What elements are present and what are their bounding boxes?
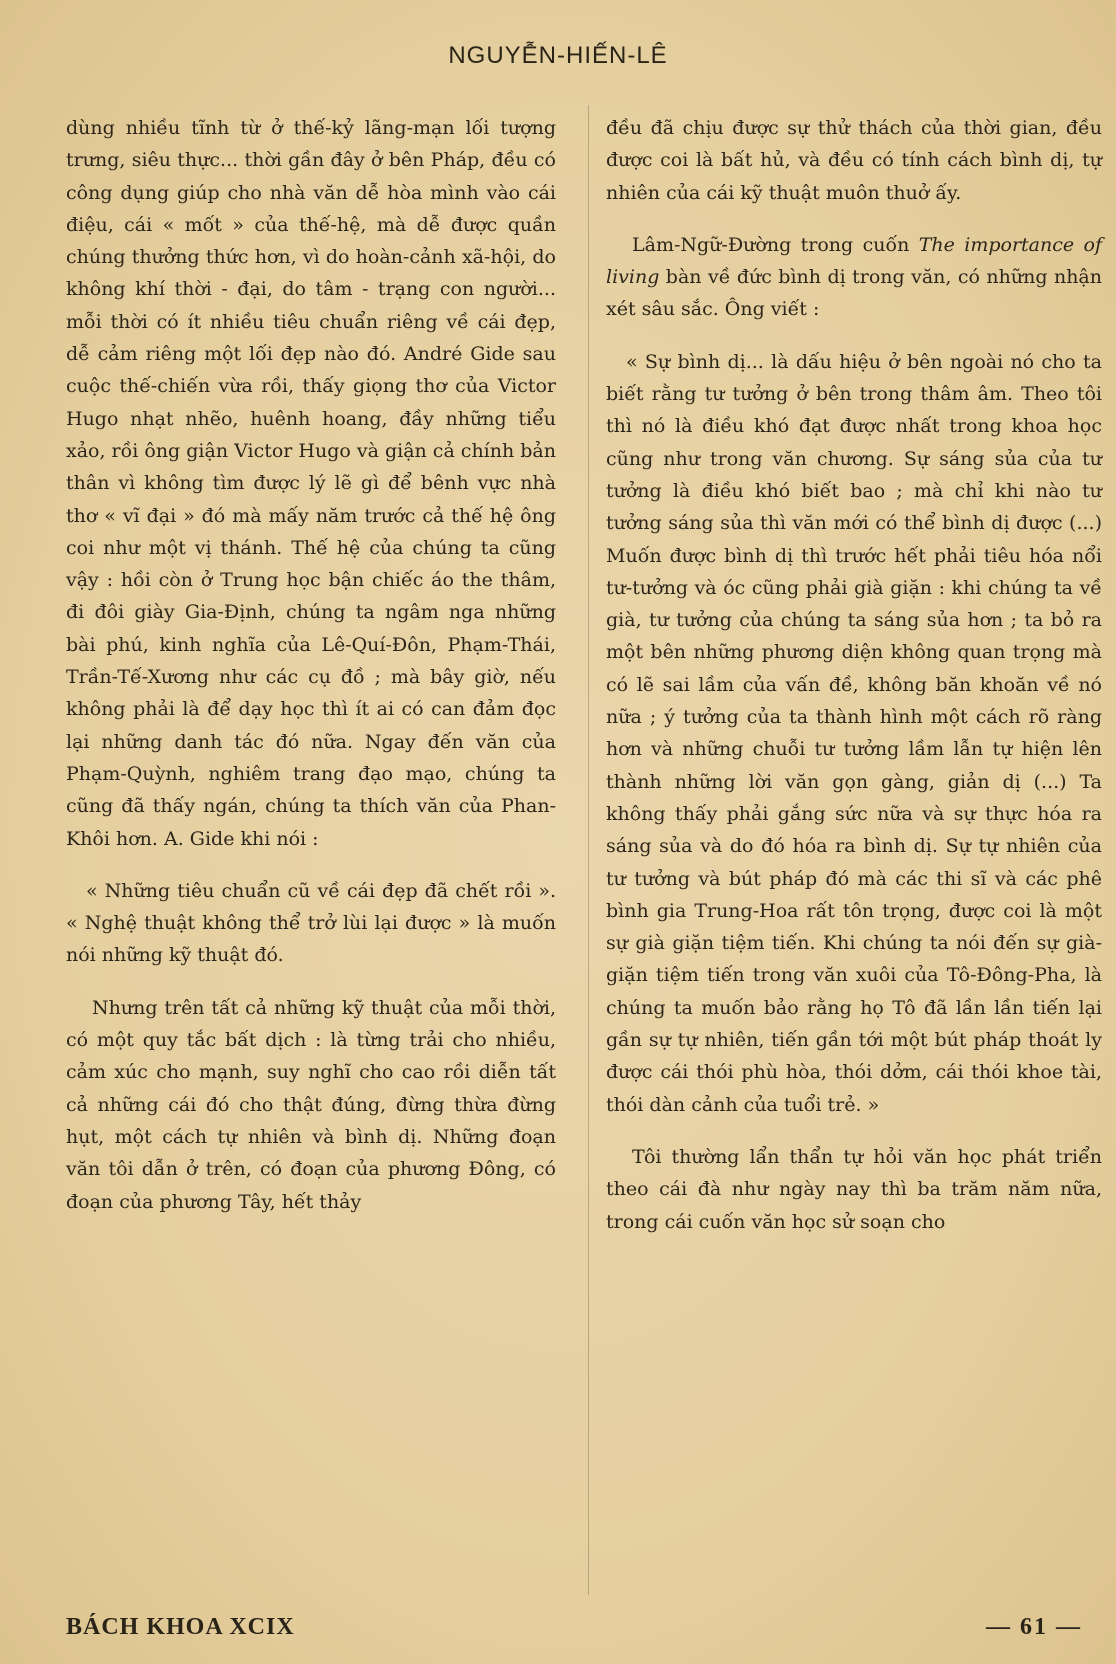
page-header: NGUYỄN-HIẾN-LÊ: [448, 42, 668, 69]
right-paragraph-1: đều đã chịu được sự thử thách của thời gian, đều được coi là bất hủ, và đều có tính cách bình dị, tự nhiên của cái kỹ thuật muôn thuở ấy.: [606, 117, 1102, 204]
publication-footer: BÁCH KHOA XCIX: [66, 1614, 295, 1640]
book-title: The importance of living: [606, 233, 1102, 289]
page-number: — 61 —: [986, 1614, 1082, 1640]
right-column: [606, 112, 1102, 1238]
right-paragraph-4: Tôi thường lẩn thẩn tự hỏi văn học phát triển theo cái đà như ngày nay thì ba trăm năm nữa, trong cái cuốn văn học sử soạn cho: [606, 1145, 1102, 1233]
left-quote-paragraph: « Những tiêu chuẩn cũ về cái đẹp đã chết rồi ». « Nghệ thuật không thể trở lùi lại được » là muốn nói những kỹ thuật đó.: [66, 879, 556, 967]
right-paragraph-2-suffix: bàn về đức bình dị trong văn, có những nhận xét sâu sắc. Ông viết :: [606, 266, 1102, 321]
left-column: [66, 112, 556, 1218]
column-divider: [588, 105, 589, 1595]
right-paragraph-2-prefix: Lâm-Ngữ-Đường trong cuốn: [632, 233, 919, 256]
right-paragraph-2: [606, 229, 1102, 326]
right-quote-paragraph: « Sự bình dị... là dấu hiệu ở bên ngoài nó cho ta biết rằng tư tưởng ở bên trong thâm âm. Theo tôi thì nó là điều khó đạt được nhất trong khoa học cũng như trong văn chương. Sự sáng sủa của tư tưởng là điều khó biết bao ; mà chỉ khi nào tư tưởng sáng sủa thì văn mới có thể bình dị được (...) Muốn được bình dị thì trước hết phải tiêu hóa nổi tư-tưởng và óc cũng phải già giặn : khi chúng ta về già, tư tưởng của chúng ta sáng sủa hơn ; ta bỏ ra một bên những phương diện không quan trọng mà có lẽ sai lầm của vấn đề, không băn khoăn về nó nữa ; ý tưởng của ta thành hình một cách rõ ràng hơn và những chuỗi tư tưởng lầm lẫn tự hiện lên thành những lời văn gọn gàng, giản dị (...) Ta không thấy phải gắng sức nữa và sự thực hóa ra sáng sủa và do đó hóa ra bình dị. Sự tự nhiên của tư tưởng và bút pháp đó mà các thi sĩ và các phê bình gia Trung-Hoa rất tôn trọng, được coi là một sự già giặn tiệm tiến. Khi chúng ta nói đến sự già-giặn tiệm tiến trong văn xuôi của Tô-Đông-Pha, là chúng ta muốn bảo rằng họ Tô đã lần lần tiến lại gần sự tự nhiên, tiến gần tới một bút pháp thoát ly được cái thói phù hòa, thói dởm, cái thói khoe tài, thói dàn cảnh của tuổi trẻ. »: [606, 350, 1102, 1116]
left-paragraph-3: Nhưng trên tất cả những kỹ thuật của mỗi thời, có một quy tắc bất dịch : là từng trải cho nhiều, cảm xúc cho mạnh, suy nghĩ cho cao rồi diễn tất cả những cái đó cho thật đúng, đừng thừa đừng hụt, một cách tự nhiên và bình dị. Những đoạn văn tôi dẫn ở trên, có đoạn của phương Đông, có đoạn của phương Tây, hết thảy: [66, 996, 556, 1213]
left-paragraph-1: dùng nhiều tĩnh từ ở thế-kỷ lãng-mạn lối tượng trưng, siêu thực... thời gần đây ở bên Pháp, đều có công dụng giúp cho nhà văn dễ hòa mình vào cái điệu, cái « mốt » của thế-hệ, mà dễ được quần chúng thưởng thức hơn, vì do hoàn-cảnh xã-hội, do không khí thời - đại, do tâm - trạng con người... mỗi thời có ít nhiều tiêu chuẩn riêng về cái đẹp, dễ cảm riêng một lối đẹp nào đó. André Gide sau cuộc thế-chiến vừa rồi, thấy giọng thơ của Victor Hugo nhạt nhẽo, huênh hoang, đầy những tiểu xảo, rồi ông giận Victor Hugo và giận cả chính bản thân vì không tìm được lý lẽ gì để bênh vực nhà thơ « vĩ đại » đó mà mấy năm trước cả thế hệ ông coi như một vị thánh. Thế hệ của chúng ta cũng vậy : hồi còn ở Trung học bận chiếc áo the thâm, đi đôi giày Gia-Định, chúng ta ngâm nga những bài phú, kinh nghĩa của Lê-Quí-Đôn, Phạm-Thái, Trần-Tế-Xương như các cụ đồ ; mà bây giờ, nếu không phải là để dạy học thì ít ai có can đảm đọc lại những danh tác đó nữa. Ngay đến văn của Phạm-Quỳnh, nghiêm trang đạo mạo, chúng ta cũng đã thấy ngán, chúng ta thích văn của Phan-Khôi hơn. A. Gide khi nói :: [66, 117, 557, 850]
